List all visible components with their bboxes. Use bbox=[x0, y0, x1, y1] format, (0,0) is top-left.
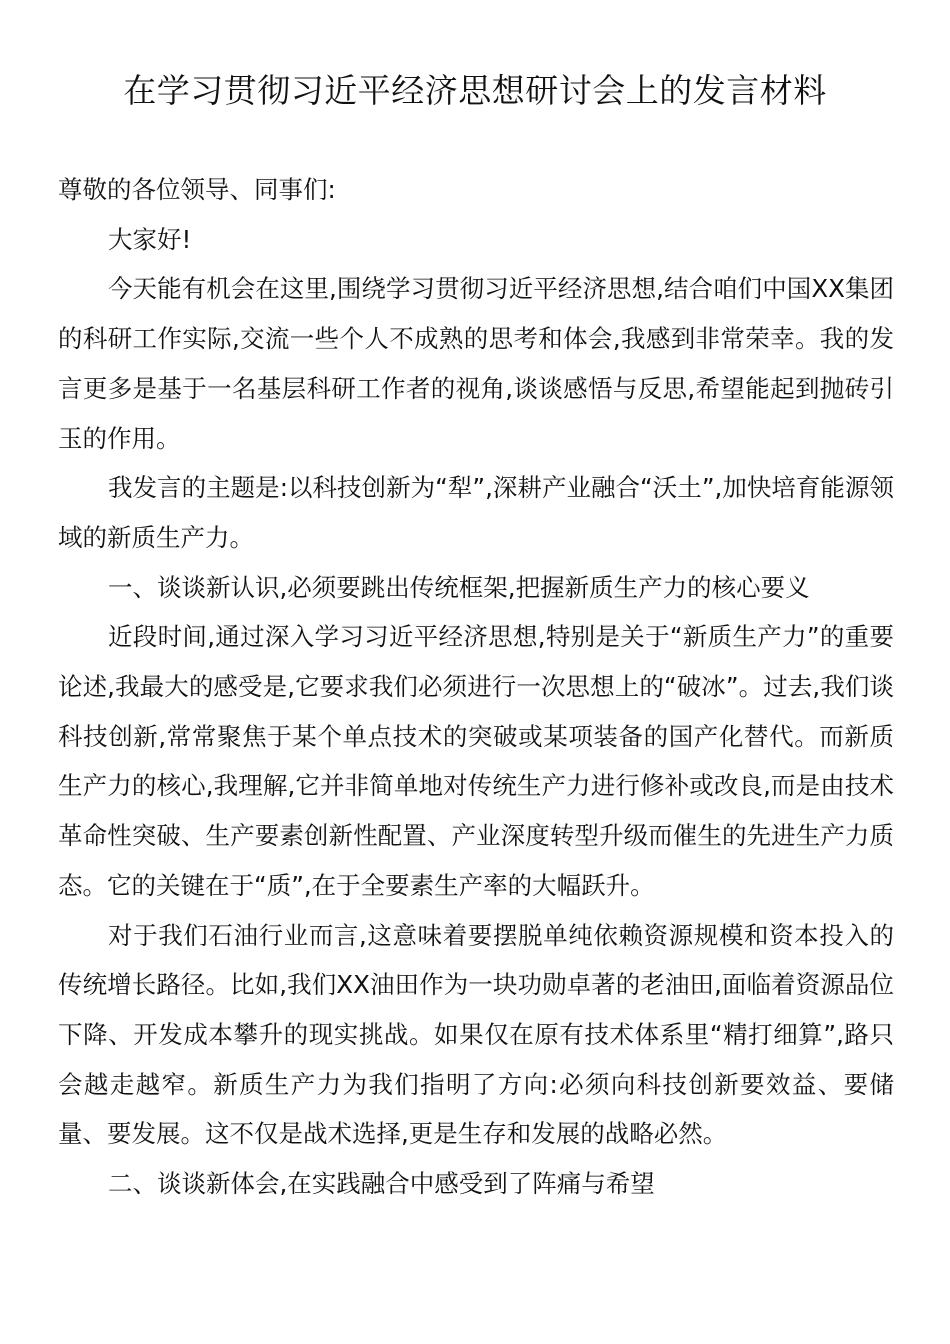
section-heading-2: 二、谈谈新体会,在实践融合中感受到了阵痛与希望 bbox=[108, 1169, 655, 1199]
paragraph-petroleum-industry: 对于我们石油行业而言,这意味着要摆脱单纯依赖资源规模和资本投入的传统增长路径。比如,我们XX油田作为一块功勋卓著的老油田,面临着资源品位下降、开发成本攀升的现实挑战。如果仅在原有技术体系里“精打细算”,路只会越走越窄。新质生产力为我们指明了方向:必须向科技创新要效益、要储量、要发展。这不仅是战术选择,更是生存和发展的战略必然。 bbox=[58, 920, 894, 1149]
paragraph-new-understanding: 近段时间,通过深入学习习近平经济思想,特别是关于“新质生产力”的重要论述,我最大的感受是,它要求我们必须进行一次思想上的“破冰”。过去,我们谈科技创新,常常聚焦于某个单点技术的突破或某项装备的国产化替代。而新质生产力的核心,我理解,它并非简单地对传统生产力进行修补或改良,而是由技术革命性突破、生产要素创新性配置、产业深度转型升级而催生的先进生产力质态。它的关键在于“质”,在于全要素生产率的大幅跃升。 bbox=[58, 622, 894, 900]
paragraph-theme: 我发言的主题是:以科技创新为“犁”,深耕产业融合“沃土”,加快培育能源领域的新质生产力。 bbox=[58, 473, 894, 552]
document-title: 在学习贯彻习近平经济思想研讨会上的发言材料 bbox=[123, 71, 827, 110]
greeting: 大家好! bbox=[108, 224, 192, 254]
salutation: 尊敬的各位领导、同事们: bbox=[58, 175, 336, 204]
paragraph-intro: 今天能有机会在这里,围绕学习贯彻习近平经济思想,结合咱们中国XX集团的科研工作实际,交流一些个人不成熟的思考和体会,我感到非常荣幸。我的发言更多是基于一名基层科研工作者的视角,谈谈感悟与反思,希望能起到抛砖引玉的作用。 bbox=[58, 274, 894, 453]
document-body bbox=[58, 165, 894, 1209]
section-heading-1: 一、谈谈新认识,必须要跳出传统框架,把握新质生产力的核心要义 bbox=[108, 572, 810, 602]
